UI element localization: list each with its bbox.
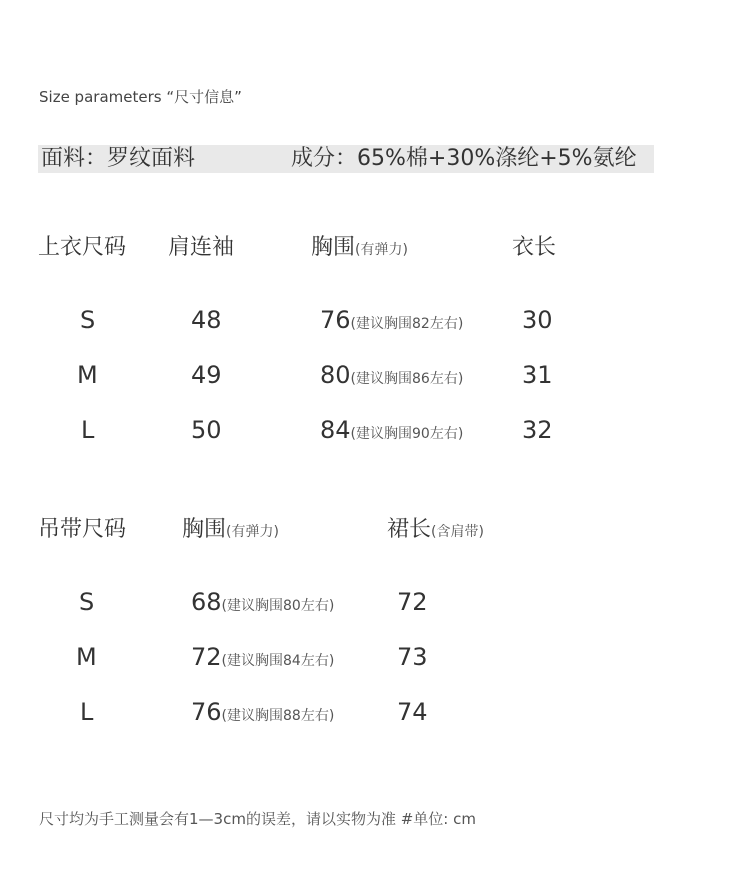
top-header-size: 上衣尺码 [38,235,127,260]
cami-row-m-chest [191,642,334,676]
top-row-s-size: S [80,306,96,334]
top-row-l-shoulder: 50 [191,416,222,444]
cami-header-chest-label: 胸围 [182,517,227,542]
page-heading: Size parameters “尺寸信息” [39,88,242,106]
top-row-l-chest-note: (建议胸围90左右) [350,426,464,442]
cami-row-l-length: 74 [397,698,428,726]
cami-header-size: 吊带尺码 [38,517,127,542]
top-row-l-chest-value: 84 [320,416,351,444]
cami-header-length-note: (含肩带) [431,524,484,540]
top-row-l-length: 32 [522,416,553,444]
cami-row-s-length: 72 [397,588,428,616]
top-row-m-chest-note: (建议胸围86左右) [350,371,464,387]
top-row-m-shoulder: 49 [191,361,222,389]
cami-row-l-size: L [80,698,94,726]
top-row-m-chest [320,360,463,394]
top-header-chest [311,234,408,264]
top-header-shoulder-sleeve: 肩连袖 [168,235,235,260]
top-row-s-chest [320,305,463,339]
cami-row-s-chest [191,587,334,621]
top-header-chest-label: 胸围 [311,235,356,260]
cami-row-l-chest [191,697,334,731]
cami-row-m-chest-value: 72 [191,643,222,671]
composition-label: 成分：65%棉+30%涤纶+5%氨纶 [291,146,637,171]
cami-row-l-chest-value: 76 [191,698,222,726]
top-row-s-length: 30 [522,306,553,334]
cami-header-chest-note: (有弹力) [226,524,279,540]
cami-row-m-size: M [76,643,97,671]
cami-row-m-length: 73 [397,643,428,671]
material-label: 面料：罗纹面料 [41,146,196,171]
cami-header-length [387,516,484,546]
measurement-note: 尺寸均为手工测量会有1—3cm的误差，请以实物为准 #单位: cm [39,810,476,828]
cami-header-length-label: 裙长 [387,517,432,542]
top-row-m-size: M [77,361,98,389]
cami-row-s-size: S [79,588,95,616]
top-row-m-chest-value: 80 [320,361,351,389]
top-row-s-chest-note: (建议胸围82左右) [350,316,464,332]
cami-row-m-chest-note: (建议胸围84左右) [221,653,335,669]
cami-row-l-chest-note: (建议胸围88左右) [221,708,335,724]
top-header-length: 衣长 [512,235,557,260]
cami-row-s-chest-note: (建议胸围80左右) [221,598,335,614]
top-row-s-chest-value: 76 [320,306,351,334]
top-row-m-length: 31 [522,361,553,389]
top-row-s-shoulder: 48 [191,306,222,334]
cami-header-chest [182,516,279,546]
cami-row-s-chest-value: 68 [191,588,222,616]
top-row-l-size: L [81,416,95,444]
top-row-l-chest [320,415,463,449]
top-header-chest-note: (有弹力) [355,242,408,258]
